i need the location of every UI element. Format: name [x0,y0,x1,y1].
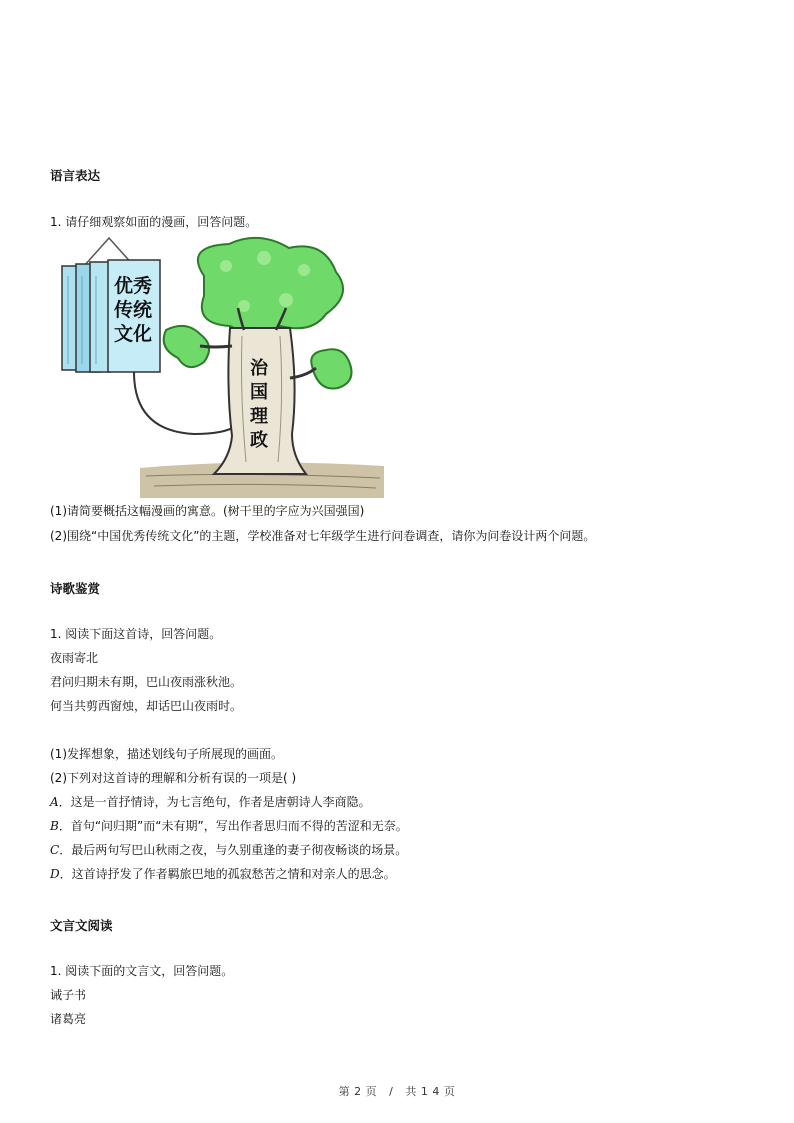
poem-title: 夜雨寄北 [50,651,99,665]
section-title-classical: 文言文阅读 [50,918,113,933]
poetry-sub-question-1: (1)发挥想象，描述划线句子所展现的画面。 [50,747,283,761]
option-c-text: ．最后两句写巴山秋雨之夜，与久别重逢的妻子彻夜畅谈的场景。 [59,843,408,857]
book-label-line-1: 优秀 [114,275,153,297]
trunk-label-char-4: 政 [250,430,268,451]
poem-line-2: 何当共剪西窗烛，却话巴山夜雨时。 [50,699,243,713]
option-b-letter: B [50,819,59,833]
sub-question-1: (1)请简要概括这幅漫画的寓意。(树干里的字应为兴国强国) [50,504,365,518]
option-b[interactable] [50,818,408,834]
classical-text-title: 诫子书 [50,988,87,1002]
trunk-label-char-1: 治 [250,358,268,379]
section-title-poetry: 诗歌鉴赏 [50,581,101,596]
option-a-letter: A [50,795,59,809]
question-3-prompt: 1. 阅读下面的文言文，回答问题。 [50,964,234,978]
trunk-label-char-3: 理 [250,406,268,427]
option-d-text: ．这首诗抒发了作者羁旅巴地的孤寂愁苦之情和对亲人的思念。 [59,867,396,881]
option-d[interactable] [50,866,396,882]
poem-line-1: 君问归期未有期，巴山夜雨涨秋池。 [50,675,243,689]
section-title-language: 语言表达 [50,168,101,183]
sub-question-2: (2)围绕“中国优秀传统文化”的主题，学校准备对七年级学生进行问卷调查，请你为问卷设计两个问题。 [50,529,596,543]
option-b-text: ．首句“问归期”而“未有期”，写出作者思归而不得的苦涩和无奈。 [58,819,408,833]
page-footer: 第 2 页 / 共 1 4 页 [338,1085,456,1098]
trunk-label-char-2: 国 [250,382,268,403]
option-c-letter: C [50,843,60,857]
classical-text-author: 诸葛亮 [50,1012,87,1026]
book-label-line-3: 文化 [114,323,153,345]
option-c[interactable] [50,842,407,858]
poetry-sub-question-2: (2)下列对这首诗的理解和分析有误的一项是( ) [50,771,297,785]
option-a-text: ．这是一首抒情诗，为七言绝句，作者是唐朝诗人李商隐。 [58,795,371,809]
question-2-prompt: 1. 阅读下面这首诗，回答问题。 [50,627,222,641]
book-label-line-2: 传统 [114,299,153,321]
question-1-prompt: 1. 请仔细观察如面的漫画，回答问题。 [50,215,258,229]
cartoon-illustration [54,236,384,500]
option-a[interactable] [50,794,371,810]
option-d-letter: D [50,867,60,881]
